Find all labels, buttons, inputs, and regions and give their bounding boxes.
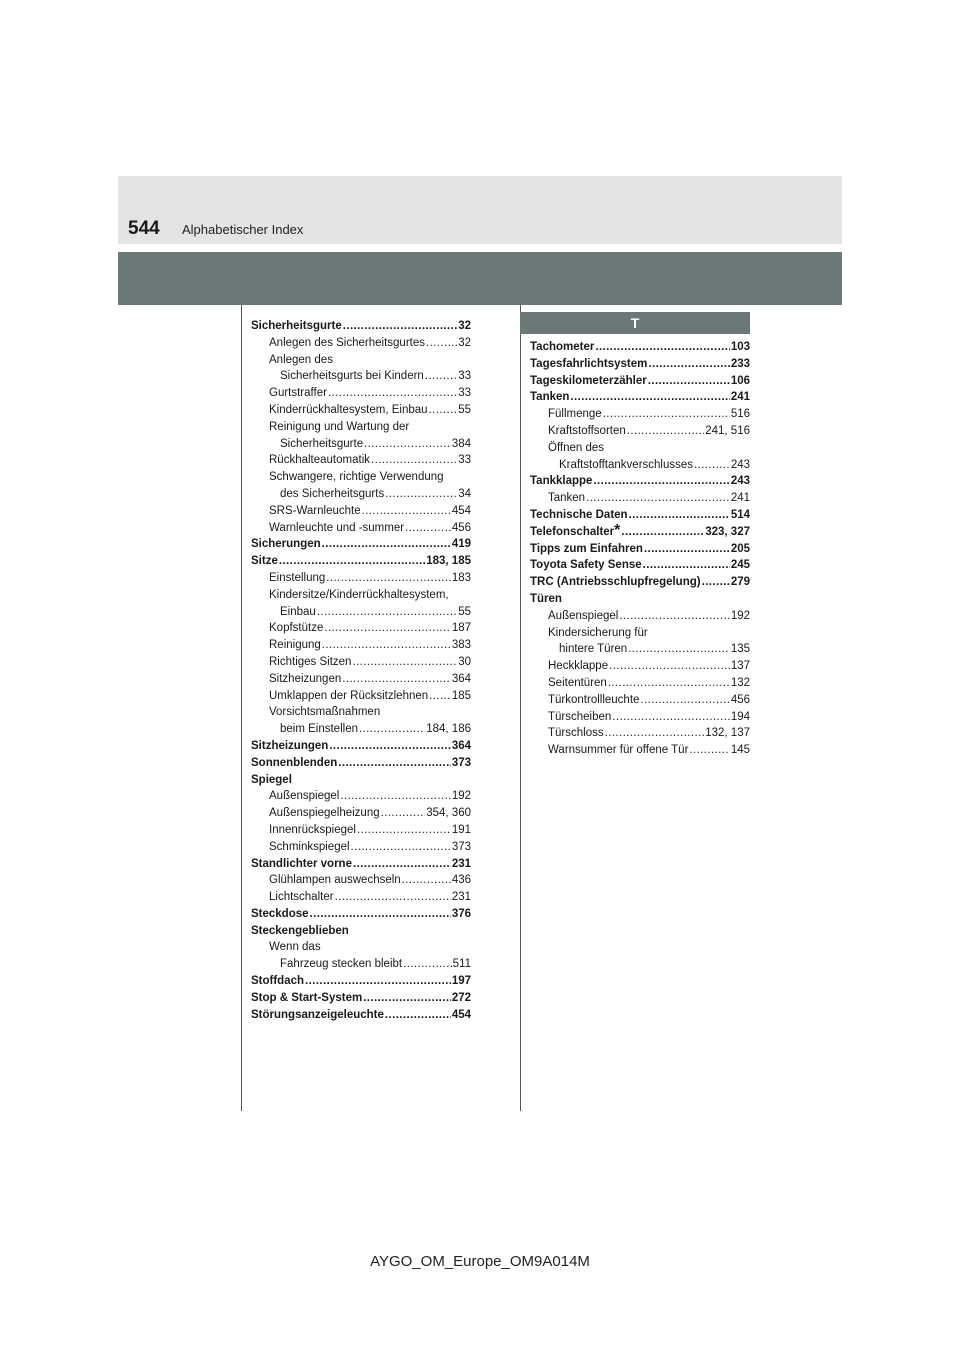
index-entry-page[interactable]: 32: [458, 320, 471, 332]
index-entry: [530, 625, 750, 642]
index-entry-page[interactable]: 55: [458, 403, 471, 416]
index-entry-term: Einbau: [280, 605, 316, 618]
index-entry-page[interactable]: 30: [458, 655, 471, 668]
index-entry-term: Sitzheizungen: [251, 739, 329, 752]
letter-tab-t: T: [520, 312, 750, 334]
leader-dots: [689, 742, 729, 759]
index-entry: [530, 490, 750, 507]
index-entry: [251, 738, 471, 755]
leader-dots: [609, 658, 730, 675]
leader-dots: [405, 520, 451, 537]
index-entry: [251, 469, 471, 486]
index-entry-page[interactable]: 197: [451, 975, 471, 988]
index-entry: [251, 822, 471, 839]
leader-dots: [340, 788, 450, 805]
leader-dots: [322, 637, 451, 654]
index-entry-term: Umklappen der Rücksitzlehnen: [269, 689, 429, 702]
index-entry-term: Kraftstofftankverschlusses: [559, 458, 694, 471]
index-entry-term: Kindersitze/Kinderrückhaltesystem,: [269, 588, 449, 601]
index-entry: [251, 536, 471, 553]
index-entry-page[interactable]: 32: [458, 336, 471, 349]
index-entry-page[interactable]: 194: [730, 710, 750, 723]
index-entry-term: Tankklappe: [530, 475, 593, 488]
index-entry-term: Außenspiegelheizung: [269, 807, 380, 820]
index-entry-term: Richtiges Sitzen: [269, 655, 352, 668]
section-title: Alphabetischer Index: [182, 222, 304, 237]
index-entry-term: Sicherheitsgurte: [251, 320, 342, 332]
index-entry-page[interactable]: 191: [451, 823, 471, 836]
index-entry-page[interactable]: 33: [458, 454, 471, 467]
index-entry-page[interactable]: 516: [730, 408, 750, 421]
index-entry: [251, 318, 471, 335]
index-entry-page[interactable]: 233: [730, 357, 750, 370]
leader-dots: [425, 368, 457, 385]
index-entry: [530, 406, 750, 423]
index-entry: [251, 906, 471, 923]
index-entry-page[interactable]: 364: [451, 672, 471, 685]
index-entry: [530, 692, 750, 709]
index-entry: [251, 956, 471, 973]
index-entry-page[interactable]: 354, 360: [426, 807, 471, 820]
index-entry-term: hintere Türen: [559, 643, 628, 656]
index-entry-page[interactable]: 373: [451, 756, 471, 769]
index-entry-term: Wenn das: [269, 941, 321, 954]
index-entry-term: Tanken: [548, 492, 586, 505]
index-entry-page[interactable]: 245: [730, 559, 750, 572]
index-entry: [251, 637, 471, 654]
index-entry: [251, 839, 471, 856]
index-entry-term: Warnleuchte und -summer: [269, 521, 405, 534]
index-entry: [251, 570, 471, 587]
leader-dots: [342, 671, 451, 688]
index-entry-page[interactable]: 135: [730, 643, 750, 656]
leader-dots: [338, 755, 451, 772]
page-number: 544: [128, 218, 160, 239]
index-entry: [251, 755, 471, 772]
index-entry-term: Sitzheizungen: [269, 672, 342, 685]
index-entry: [530, 574, 750, 591]
index-entry-term: Vorsichtsmaßnahmen: [269, 706, 381, 719]
index-entries-right: [520, 339, 750, 759]
index-entry-term: Schminkspiegel: [269, 840, 350, 853]
index-entry: [251, 402, 471, 419]
index-entry-page[interactable]: 184, 186: [426, 723, 471, 736]
leader-dots: [381, 805, 426, 822]
index-entry-term: des Sicherheitsgurts: [280, 487, 385, 500]
leader-dots: [621, 524, 704, 541]
index-entry-term: Sicherungen: [251, 538, 321, 551]
index-entry-term: Sitze: [251, 555, 278, 568]
index-entry-term: Warnsummer für offene Tür: [548, 744, 689, 757]
index-column-left: [251, 318, 471, 1023]
index-entry-term: Außenspiegel: [269, 790, 340, 803]
index-entry-term: Kinderrückhaltesystem, Einbau: [269, 403, 428, 416]
index-entry: [251, 856, 471, 873]
index-entry: [251, 772, 471, 789]
index-entry-term: Sicherheitsgurte: [280, 437, 364, 450]
index-entry-page[interactable]: 383: [451, 639, 471, 652]
index-entry-term: Außenspiegel: [548, 609, 619, 622]
index-entry: [251, 368, 471, 385]
index-entry: [530, 423, 750, 440]
index-entry: [530, 457, 750, 474]
leader-dots: [648, 373, 730, 390]
index-entry: [530, 608, 750, 625]
index-entry-page[interactable]: 106: [730, 374, 750, 387]
index-entry-page[interactable]: 279: [730, 576, 750, 589]
leader-dots: [403, 956, 452, 973]
index-entry: [251, 688, 471, 705]
index-entry: [530, 507, 750, 524]
index-entry-term: Schwangere, richtige Verwendung: [269, 471, 444, 484]
index-entry-page[interactable]: 454: [451, 1008, 471, 1021]
index-entry: [251, 419, 471, 436]
index-entry: [530, 440, 750, 457]
leader-dots: [371, 452, 457, 469]
leader-dots: [619, 608, 729, 625]
leader-dots: [385, 486, 457, 503]
index-entry-term: Öffnen des: [548, 441, 605, 454]
leader-dots: [385, 1007, 451, 1024]
index-entry-page[interactable]: 243: [730, 458, 750, 471]
leader-dots: [335, 889, 451, 906]
leader-dots: [364, 436, 451, 453]
index-entry-term: Seitentüren: [548, 676, 607, 689]
index-entry-page[interactable]: 231: [451, 857, 471, 870]
index-entry-term: Tachometer: [530, 341, 595, 353]
index-entry-page[interactable]: 511: [452, 958, 471, 971]
leader-dots: [357, 822, 451, 839]
leader-dots: [429, 688, 451, 705]
index-entry: [251, 939, 471, 956]
index-entry-term: Sonnenblenden: [251, 756, 338, 769]
index-entry-term: Stop & Start-System: [251, 991, 363, 1004]
index-entry: [530, 339, 750, 356]
leader-dots: [644, 541, 730, 558]
index-entry-page[interactable]: 272: [451, 991, 471, 1004]
index-entry-term: Spiegel: [251, 773, 292, 786]
leader-dots: [694, 457, 730, 474]
index-entry-term: Steckdose: [251, 907, 309, 920]
index-entry: [530, 709, 750, 726]
index-entry-term: Kopfstütze: [269, 622, 324, 635]
index-entry-page[interactable]: 33: [458, 387, 471, 400]
leader-dots: [586, 490, 730, 507]
leader-dots: [402, 872, 451, 889]
index-entry: [251, 385, 471, 402]
index-entry-term: Fahrzeug stecken bleibt: [280, 958, 403, 971]
index-entry-page[interactable]: 34: [458, 487, 471, 500]
index-entry-term: TRC (Antriebsschlupfregelung): [530, 576, 701, 589]
index-entry: [251, 889, 471, 906]
index-entry-term: Tageskilometerzähler: [530, 374, 647, 387]
index-entry-term: Rückhalteautomatik: [269, 454, 370, 467]
leader-dots: [640, 692, 729, 709]
leader-dots: [279, 553, 425, 570]
index-entry-term: Türkontrollleuchte: [548, 693, 640, 706]
index-entry-term: Türschloss: [548, 727, 604, 740]
leader-dots: [629, 507, 730, 524]
leader-dots: [628, 641, 730, 658]
index-entry: [251, 587, 471, 604]
index-entry-page[interactable]: 187: [451, 622, 471, 635]
index-entry-term: beim Einstellen: [280, 723, 358, 736]
index-entry-term: Türscheiben: [548, 710, 612, 723]
index-entry: Telefonschalter * ..... 323, 327: [530, 524, 750, 541]
index-entry-term: Technische Daten: [530, 508, 628, 521]
index-entry-page[interactable]: 364: [451, 739, 471, 752]
index-entry-page[interactable]: 323, 327: [705, 525, 750, 538]
index-entry: [251, 654, 471, 671]
index-entry: [251, 923, 471, 940]
index-entry: [251, 704, 471, 721]
dark-band: [118, 252, 842, 305]
leader-dots: [603, 406, 730, 423]
index-entry: [251, 335, 471, 352]
index-entry-page[interactable]: 231: [451, 891, 471, 904]
leader-dots: [595, 339, 729, 356]
index-entry-term: Toyota Safety Sense: [530, 559, 642, 572]
index-entry-page[interactable]: 145: [730, 744, 750, 757]
index-entry-page[interactable]: 132: [730, 676, 750, 689]
index-entry: [251, 520, 471, 537]
index-entry: [251, 805, 471, 822]
index-entry-page[interactable]: 456: [730, 693, 750, 706]
leader-dots: [359, 721, 425, 738]
leader-dots: [643, 557, 730, 574]
index-entry-term: Kraftstoffsorten: [548, 424, 626, 437]
index-entry-page[interactable]: 103: [730, 341, 750, 353]
leader-dots: [343, 318, 457, 335]
index-entry: [251, 503, 471, 520]
leader-dots: [593, 473, 729, 490]
index-entry: [251, 436, 471, 453]
index-entry-term: Standlichter vorne: [251, 857, 352, 870]
leader-dots: [605, 725, 705, 742]
index-entry-page[interactable]: 132, 137: [705, 727, 750, 740]
index-entry-page[interactable]: 137: [730, 660, 750, 673]
index-entry-page[interactable]: 205: [730, 542, 750, 555]
leader-dots: [362, 503, 451, 520]
index-entry: [530, 389, 750, 406]
index-entry: [251, 1007, 471, 1024]
leader-dots: [310, 906, 451, 923]
index-entry: [251, 553, 471, 570]
index-entry: [251, 872, 471, 889]
index-entry-term: Lichtschalter: [269, 891, 334, 904]
index-entry: [251, 352, 471, 369]
index-entry-page[interactable]: 384: [451, 437, 471, 450]
leader-dots: [426, 335, 457, 352]
leader-dots: [317, 604, 457, 621]
index-entry: [251, 973, 471, 990]
leader-dots: [305, 973, 451, 990]
index-entry-term: Reinigung und Wartung der: [269, 420, 410, 433]
index-entry: [530, 641, 750, 658]
index-entry: [251, 788, 471, 805]
index-column-right: [520, 315, 750, 759]
index-entry: [530, 557, 750, 574]
index-entry-term: Gurtstraffer: [269, 387, 327, 400]
leader-dots: [612, 709, 730, 726]
index-entry-term: Tipps zum Einfahren: [530, 542, 643, 555]
index-entry-term: Innenrückspiegel: [269, 823, 356, 836]
leader-dots: [322, 536, 451, 553]
index-entry-term: Stoffdach: [251, 975, 305, 988]
index-entry-page[interactable]: 33: [458, 370, 471, 383]
index-entry-term: Anlegen des Sicherheitsgurtes: [269, 336, 425, 349]
index-entry-page[interactable]: 185: [451, 689, 471, 702]
index-entry-page[interactable]: 55: [458, 605, 471, 618]
footer-doc-id: AYGO_OM_Europe_OM9A014M: [370, 1253, 590, 1270]
index-entry: [251, 671, 471, 688]
index-entry-term: Reinigung: [269, 639, 321, 652]
index-entry-page[interactable]: 243: [730, 475, 750, 488]
index-entry-term: Störungsanzeigeleuchte: [251, 1008, 384, 1021]
index-entry-page[interactable]: 436: [451, 874, 471, 887]
index-entry: [251, 620, 471, 637]
index-entry-page[interactable]: 183, 185: [426, 555, 471, 568]
index-entry-term: Steckengeblieben: [251, 924, 349, 937]
index-entry-term: SRS-Warnleuchte: [269, 504, 361, 517]
index-entry: [251, 990, 471, 1007]
index-entry-page[interactable]: 454: [451, 504, 471, 517]
leader-dots: [608, 675, 730, 692]
index-entry-page[interactable]: 456: [451, 521, 471, 534]
index-entry-page[interactable]: 373: [451, 840, 471, 853]
index-entry: [251, 604, 471, 621]
index-entry-page[interactable]: 192: [730, 609, 750, 622]
leader-dots: [570, 389, 729, 406]
index-entry-page[interactable]: 376: [451, 907, 471, 920]
index-entry-page[interactable]: 514: [730, 508, 750, 521]
index-entry-term: Türen: [530, 592, 562, 605]
index-entry: [530, 742, 750, 759]
index-entry-term: Telefonschalter: [530, 525, 615, 538]
index-entry: [530, 473, 750, 490]
leader-dots: [328, 385, 457, 402]
leader-dots: [363, 990, 451, 1007]
leader-dots: [429, 402, 458, 419]
index-entry-term: Kindersicherung für: [548, 626, 648, 639]
index-entry-page[interactable]: 192: [451, 790, 471, 803]
leader-dots: [329, 738, 451, 755]
index-entry: [530, 541, 750, 558]
index-entry-page[interactable]: 183: [451, 571, 471, 584]
index-entry: [530, 356, 750, 373]
index-entry-term: Sicherheitsgurts bei Kindern: [280, 370, 424, 383]
leader-dots: [351, 839, 451, 856]
index-entry-page[interactable]: 419: [451, 538, 471, 551]
index-entry: [530, 591, 750, 608]
index-entry: [251, 486, 471, 503]
index-entry-term: Tagesfahrlichtsystem: [530, 357, 648, 370]
index-entry: [530, 373, 750, 390]
leader-dots: [352, 654, 457, 671]
index-entry-term: Heckklappe: [548, 660, 609, 673]
index-entry-page[interactable]: 241: [730, 391, 750, 404]
leader-dots: [353, 856, 451, 873]
leader-dots: [702, 574, 730, 591]
leader-dots: [627, 423, 704, 440]
index-entry: [251, 721, 471, 738]
index-entry-term: Glühlampen auswechseln: [269, 874, 401, 887]
index-entry-term: Anlegen des: [269, 353, 333, 366]
index-entry-term: Tanken: [530, 391, 570, 404]
index-entry-page[interactable]: 241: [730, 492, 750, 505]
leader-dots: [324, 620, 450, 637]
leader-dots: [326, 570, 451, 587]
index-entry-term: Einstellung: [269, 571, 326, 584]
index-entry: [530, 725, 750, 742]
index-entry: [251, 452, 471, 469]
index-entry-term: Füllmenge: [548, 408, 602, 421]
index-entry: [530, 658, 750, 675]
index-entry-page[interactable]: 241, 516: [705, 424, 750, 437]
left-column-rule: [241, 305, 242, 1111]
index-entry: [530, 675, 750, 692]
leader-dots: [648, 356, 729, 373]
